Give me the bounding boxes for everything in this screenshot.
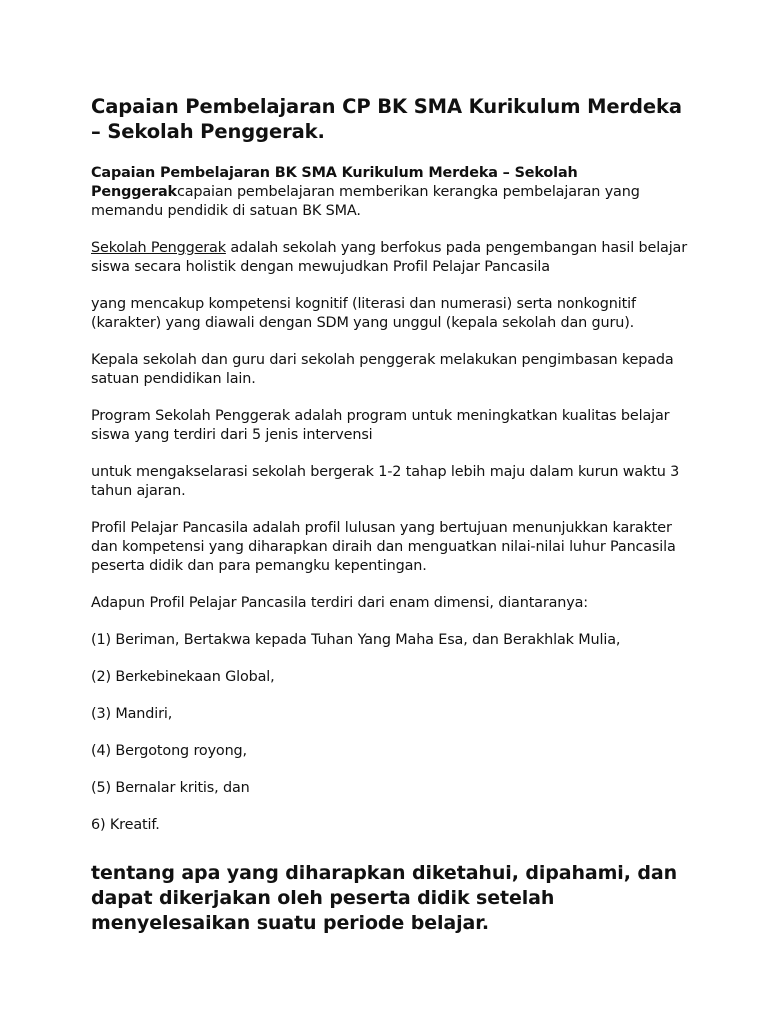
document-page <box>91 94 691 936</box>
program-paragraph: Program Sekolah Penggerak adalah program untuk meningkatkan kualitas belajar siswa yang terdiri dari 5 jenis intervensi <box>91 408 670 443</box>
list-item: (4) Bergotong royong, <box>91 743 247 759</box>
list-item: (3) Mandiri, <box>91 706 173 722</box>
profil-paragraph: Profil Pelajar Pancasila adalah profil lulusan yang bertujuan menunjukkan karakter dan kompetensi yang diharapkan diraih dan menguatkan nilai-nilai luhur Pancasila peserta didik dan para pemangku kepentingan. <box>91 520 676 574</box>
sekolah-penggerak-link[interactable]: Sekolah Penggerak <box>91 240 226 256</box>
akselarasi-paragraph: untuk mengakselarasi sekolah bergerak 1-2 tahap lebih maju dalam kurun waktu 3 tahun ajaran. <box>91 464 680 499</box>
intro-rest-text: capaian pembelajaran memberikan kerangka pembelajaran yang memandu pendidik di satuan BK SMA. <box>91 184 640 219</box>
list-item: (5) Bernalar kritis, dan <box>91 780 250 796</box>
intro-paragraph <box>91 164 691 221</box>
closing-heading: tentang apa yang diharapkan diketahui, dipahami, dan dapat dikerjakan oleh peserta didik setelah menyelesaikan suatu periode belajar. <box>91 862 677 934</box>
dimensi-intro-paragraph: Adapun Profil Pelajar Pancasila terdiri dari enam dimensi, diantaranya: <box>91 595 588 611</box>
sekolah-penggerak-paragraph <box>91 239 691 277</box>
pengimbasan-paragraph: Kepala sekolah dan guru dari sekolah penggerak melakukan pengimbasan kepada satuan pendidikan lain. <box>91 352 674 387</box>
dimensi-list <box>91 631 691 835</box>
kompetensi-paragraph: yang mencakup kompetensi kognitif (literasi dan numerasi) serta nonkognitif (karakter) yang diawali dengan SDM yang unggul (kepala sekolah dan guru). <box>91 296 636 331</box>
document-title: Capaian Pembelajaran CP BK SMA Kurikulum Merdeka – Sekolah Penggerak. <box>91 95 682 143</box>
sekolah-penggerak-rest-text: adalah sekolah yang berfokus pada pengembangan hasil belajar siswa secara holistik dengan mewujudkan Profil Pelajar Pancasila <box>91 240 687 275</box>
list-item: (1) Beriman, Bertakwa kepada Tuhan Yang Maha Esa, dan Berakhlak Mulia, <box>91 632 621 648</box>
list-item: 6) Kreatif. <box>91 817 160 833</box>
intro-bold-text: Capaian Pembelajaran BK SMA Kurikulum Merdeka – Sekolah Penggerak <box>91 165 578 200</box>
list-item: (2) Berkebinekaan Global, <box>91 669 275 685</box>
